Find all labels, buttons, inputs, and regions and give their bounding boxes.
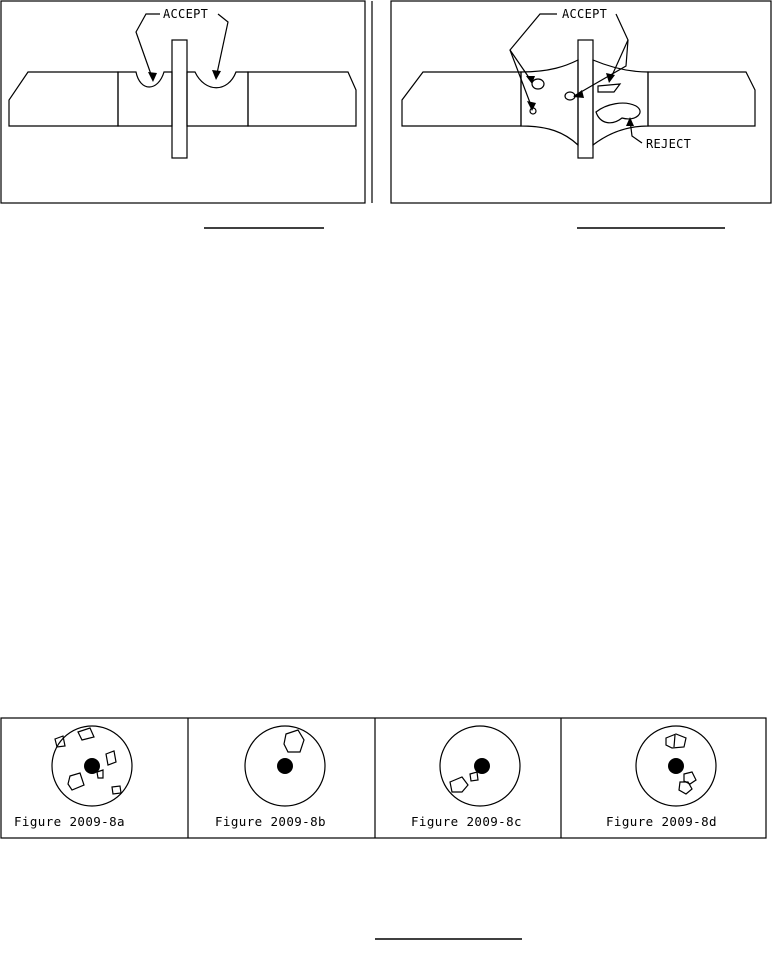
right-board-section	[648, 72, 755, 126]
arrowhead	[606, 73, 615, 83]
via-hole	[277, 758, 293, 774]
right-panel-frame	[391, 1, 771, 203]
arrowhead	[527, 101, 536, 111]
void-spot	[450, 777, 468, 792]
caption-8c: Figure 2009-8c	[411, 814, 522, 829]
reject-label: REJECT	[646, 137, 692, 151]
figure-2009-8b	[215, 726, 326, 829]
void-spot	[666, 734, 686, 748]
figure-2009-8d	[606, 726, 717, 829]
accept-leader-left-a	[136, 14, 160, 80]
figure-2009-8c	[411, 726, 522, 829]
void-spot	[470, 772, 478, 781]
via-hole	[668, 758, 684, 774]
solder-fillet-right	[593, 60, 648, 145]
caption-8d: Figure 2009-8d	[606, 814, 717, 829]
void-spot-divider	[674, 735, 675, 747]
void-bubble	[532, 79, 544, 89]
void-spot	[97, 770, 103, 778]
caption-8b: Figure 2009-8b	[215, 814, 326, 829]
void-spot	[68, 773, 84, 790]
arrowhead	[212, 70, 221, 80]
accept-label-right: ACCEPT	[562, 7, 608, 21]
left-board-section	[402, 72, 521, 126]
void-spot	[78, 728, 94, 740]
left-board-section	[9, 72, 118, 126]
figure-2009-8a	[14, 726, 132, 829]
void-spot	[112, 786, 121, 794]
solder-fillet-right	[187, 72, 248, 126]
bottom-figure-strip	[1, 718, 766, 838]
void-spot	[106, 751, 116, 765]
accept-label-left: ACCEPT	[163, 7, 209, 21]
left-panel-frame	[1, 1, 365, 203]
accept-leader-right-d	[574, 40, 628, 96]
void-bubble	[598, 84, 620, 92]
caption-8a: Figure 2009-8a	[14, 814, 125, 829]
component-lead	[578, 40, 593, 158]
void-bubble-reject	[596, 103, 640, 123]
right-board-section	[248, 72, 356, 126]
component-lead	[172, 40, 187, 158]
void-bubble	[565, 92, 575, 100]
left-solder-panel	[1, 1, 372, 228]
solder-fillet-left	[118, 72, 172, 126]
arrowhead	[148, 72, 157, 82]
accept-leader-left-b	[216, 14, 228, 78]
void-spot	[284, 730, 304, 752]
right-solder-panel	[391, 1, 771, 228]
